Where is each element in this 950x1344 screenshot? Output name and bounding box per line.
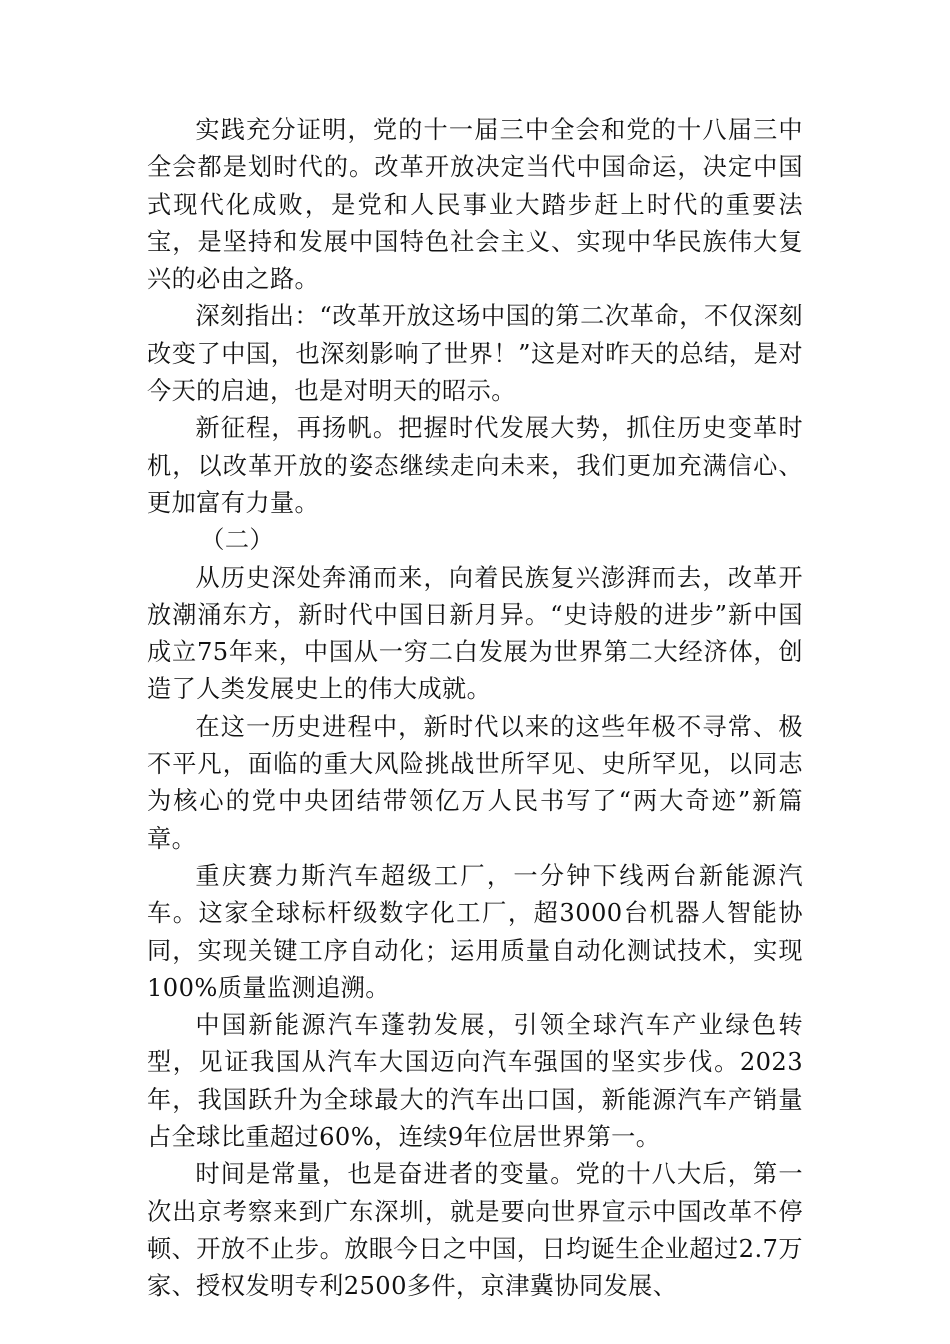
paragraph-8: 时间是常量，也是奋进者的变量。党的十八大后，第一次出京考察来到广东深圳，就是要向世界宣示中国改革不停顿、开放不止步。放眼今日之中国，日均诞生企业超过2.7万家、授权发明专利2500多件，京津冀协同发展、 (147, 1160, 803, 1301)
paragraph-1: 实践充分证明，党的十一届三中全会和党的十八届三中全会都是划时代的。改革开放决定当代中国命运，决定中国式现代化成败，是党和人民事业大踏步赶上时代的重要法宝，是坚持和发展中国特色社会主义、实现中华民族伟大复兴的必由之路。 (147, 116, 803, 294)
section-heading: （二） (200, 526, 274, 555)
paragraph-3: 新征程，再扬帆。把握时代发展大势，抓住历史变革时机，以改革开放的姿态继续走向未来，我们更加充满信心、更加富有力量。 (147, 414, 803, 517)
paragraph-5: 在这一历史进程中，新时代以来的这些年极不寻常、极不平凡，面临的重大风险挑战世所罕见、史所罕见，以同志为核心的党中央团结带领亿万人民书写了“两大奇迹”新篇章。 (147, 712, 803, 853)
paragraph-6: 重庆赛力斯汽车超级工厂，一分钟下线两台新能源汽车。这家全球标杆级数字化工厂，超3000台机器人智能协同，实现关键工序自动化；运用质量自动化测试技术，实现100%质量监测追溯。 (147, 861, 803, 1002)
paragraph-4: 从历史深处奔涌而来，向着民族复兴澎湃而去，改革开放潮涌东方，新时代中国日新月异。“史诗般的进步”新中国成立75年来，中国从一穷二白发展为世界第二大经济体，创造了人类发展史上的伟大成就。 (147, 563, 803, 704)
paragraph-2: 深刻指出：“改革开放这场中国的第二次革命，不仅深刻改变了中国，也深刻影响了世界！”这是对昨天的总结，是对今天的启迪，也是对明天的昭示。 (147, 302, 803, 406)
document-body (147, 112, 803, 1306)
paragraph-7: 中国新能源汽车蓬勃发展，引领全球汽车产业绿色转型，见证我国从汽车大国迈向汽车强国的坚实步伐。2023年，我国跃升为全球最大的汽车出口国，新能源汽车产销量占全球比重超过60%，连续9年位居世界第一。 (147, 1011, 803, 1152)
